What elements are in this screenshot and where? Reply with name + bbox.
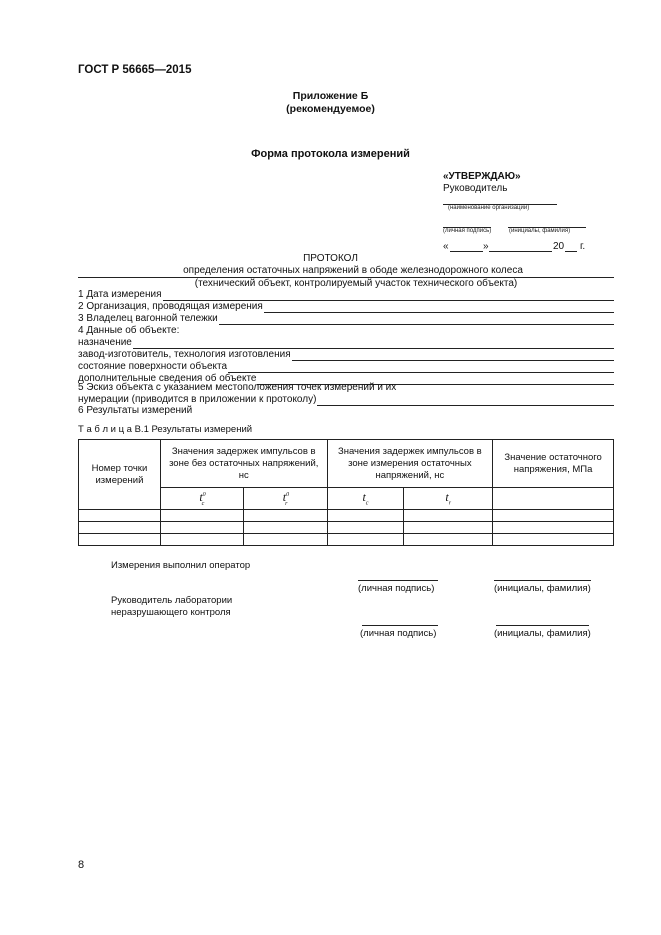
protocol-subtitle: определения остаточных напряжений в ободе железнодорожного колеса (183, 265, 523, 276)
field-purpose[interactable] (78, 337, 614, 349)
operator-label: Измерения выполнил оператор (111, 560, 251, 571)
signature-caption: (личная подпись) (443, 228, 492, 234)
symbol-tc0: $t^0_c$ (160, 488, 243, 510)
field-object-data: 4 Данные об объекте: (78, 325, 180, 336)
symbol-tr0: $t^0_r$ (243, 488, 327, 510)
field-label: 1 Дата измерения (78, 289, 162, 300)
field-label: 2 Организация, проводящая измерения (78, 301, 263, 312)
header-point-number: Номер точки измерений (79, 440, 161, 510)
appendix-subtitle: (рекомендуемое) (286, 103, 375, 115)
table-row[interactable] (79, 534, 614, 546)
operator-signature-caption: (личная подпись) (358, 583, 435, 594)
form-title: Форма протокола измерений (251, 148, 410, 160)
operator-name-line (494, 580, 591, 581)
field-results: 6 Результаты измерений (78, 405, 193, 416)
field-label: дополнительные сведения об объекте (78, 373, 257, 384)
lab-signature-line (362, 625, 438, 626)
date-day-line (450, 251, 483, 252)
table-row[interactable] (79, 510, 614, 522)
lab-name-caption: (инициалы, фамилия) (494, 628, 591, 639)
field-label: нумерации (приводится в приложении к протоколу) (78, 394, 317, 405)
results-table (78, 439, 614, 546)
field-label: состояние поверхности объекта (78, 361, 228, 372)
approval-stamp: «УТВЕРЖДАЮ» (443, 171, 521, 182)
field-bogie-owner[interactable] (78, 313, 614, 325)
date-year: 20 (553, 241, 565, 252)
table-caption-prefix: Т а б л и ц а (78, 424, 132, 435)
symbol-tc: $t_c$ (327, 488, 404, 510)
operator-signature-line (358, 580, 438, 581)
table-header-row (79, 440, 614, 488)
date-open-quote: « (443, 241, 449, 252)
symbol-empty (493, 488, 614, 510)
lab-name-line (496, 625, 589, 626)
object-caption: (технический объект, контролируемый участок технического объекта) (194, 278, 518, 289)
date-year-line (565, 251, 577, 252)
table-caption-text: В.1 Результаты измерений (134, 424, 253, 435)
org-caption: (наименование организации) (448, 205, 530, 211)
date-year-suffix: г. (580, 241, 586, 252)
field-surface-condition[interactable] (78, 361, 614, 373)
name-caption: (инициалы, фамилия) (509, 228, 571, 234)
table-row[interactable] (79, 522, 614, 534)
field-organization[interactable] (78, 301, 614, 313)
appendix-title: Приложение Б (292, 90, 369, 102)
field-label: 3 Владелец вагонной тележки (78, 313, 218, 324)
date-month-line (489, 251, 552, 252)
lab-head-label-2: неразрушающего контроля (111, 607, 231, 618)
header-stress-value: Значение остаточного напряжения, МПа (493, 440, 614, 488)
field-manufacturer[interactable] (78, 349, 614, 361)
lab-signature-caption: (личная подпись) (360, 628, 437, 639)
field-label: назначение (78, 337, 132, 348)
protocol-title: ПРОТОКОЛ (303, 253, 358, 264)
header-measurement-zone: Значения задержек импульсов в зоне измерения остаточных напряжений, нс (327, 440, 493, 488)
date-close-quote: » (483, 241, 489, 252)
field-sketch-label: 5 Эскиз объекта с указанием местоположения точек измерений и их (78, 382, 397, 393)
field-measurement-date[interactable] (78, 289, 614, 301)
approval-head: Руководитель (443, 183, 508, 194)
table-caption (78, 424, 252, 435)
lab-head-label-1: Руководитель лаборатории (111, 595, 233, 606)
operator-name-caption: (инициалы, фамилия) (494, 583, 591, 594)
page-number: 8 (78, 859, 85, 871)
field-label: завод-изготовитель, технология изготовления (78, 349, 291, 360)
symbol-tr: $t_r$ (404, 488, 493, 510)
document-code: ГОСТ Р 56665—2015 (78, 64, 192, 76)
header-no-stress-zone: Значения задержек импульсов в зоне без остаточных напряжений, нс (160, 440, 327, 488)
